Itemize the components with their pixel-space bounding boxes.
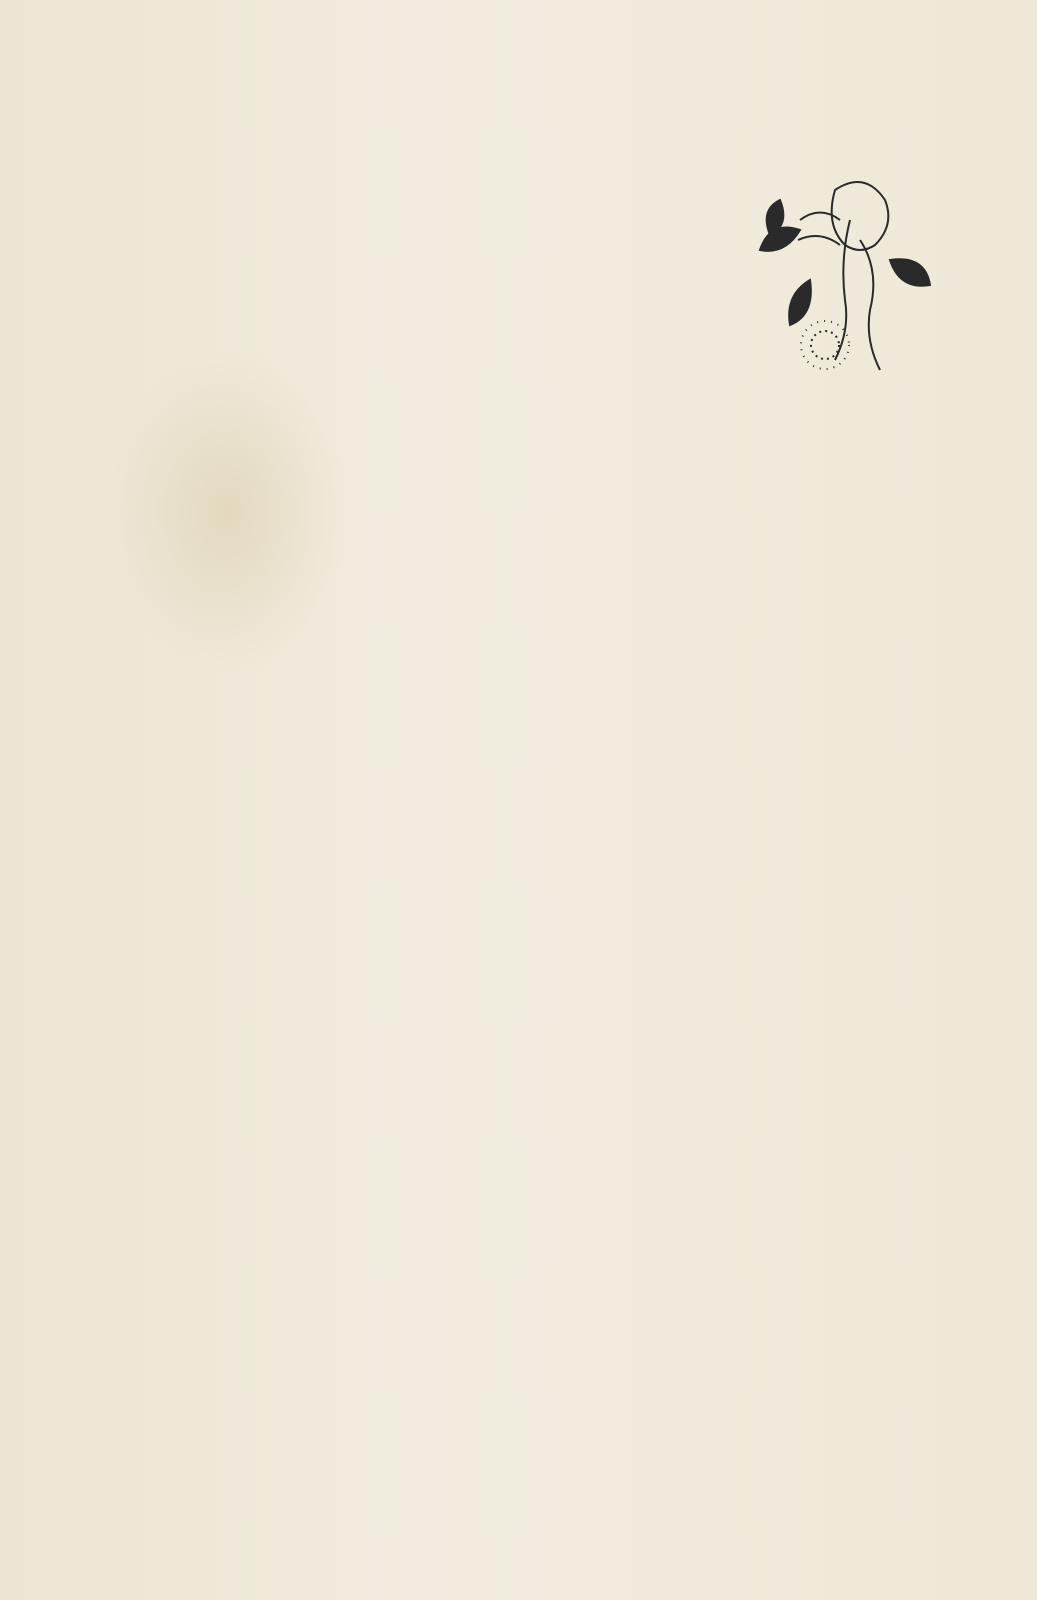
woman-with-flowers-illustration [740,160,940,400]
